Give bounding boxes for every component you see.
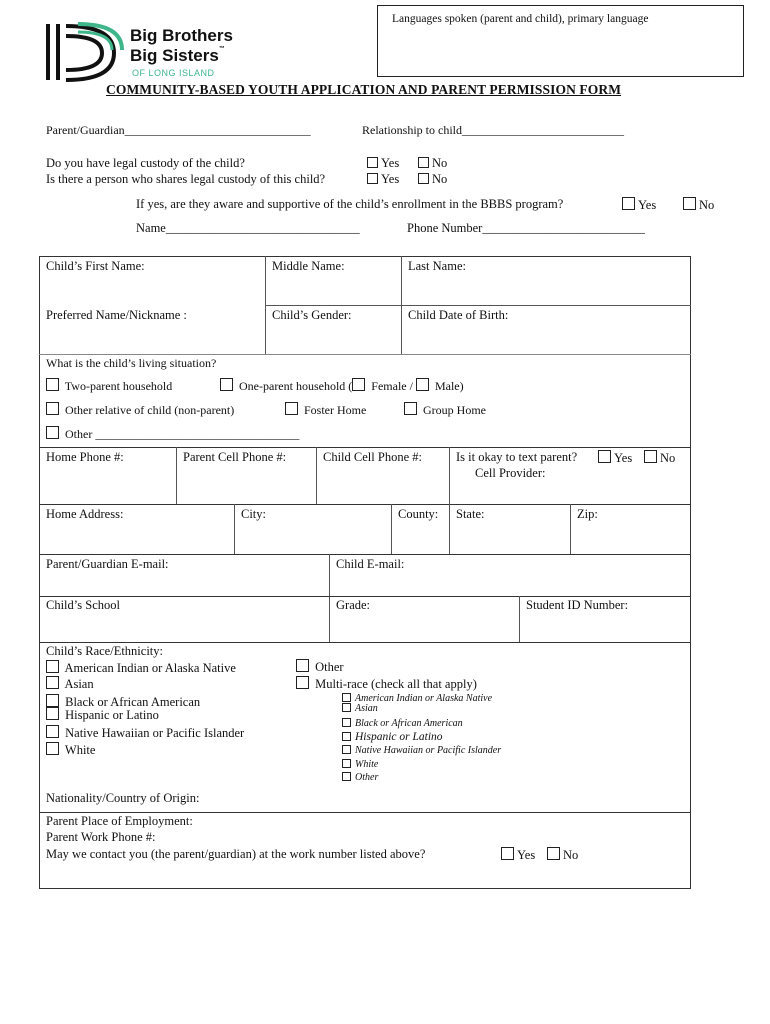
text-no-label: No	[660, 451, 676, 465]
living-other-label: Other __________________________________	[65, 427, 300, 441]
state-field[interactable]: State:	[456, 507, 485, 521]
checkbox-icon[interactable]	[367, 173, 378, 184]
middle-name-field[interactable]: Middle Name:	[272, 259, 345, 273]
checkbox-icon[interactable]	[598, 450, 611, 463]
race-option-hispanic[interactable]	[46, 707, 159, 723]
home-phone-field[interactable]: Home Phone #:	[46, 450, 124, 464]
grade-field[interactable]: Grade:	[336, 598, 371, 612]
child-cell-field[interactable]: Child Cell Phone #:	[323, 450, 422, 464]
shared-phone-field[interactable]: Phone Number__________________________	[407, 221, 645, 235]
checkbox-icon[interactable]	[296, 676, 309, 689]
logo-line2-text: Big Sisters	[130, 46, 219, 65]
last-name-field[interactable]: Last Name:	[408, 259, 466, 273]
gender-field[interactable]: Child’s Gender:	[272, 308, 352, 322]
shared-custody-question: Is there a person who shares legal custody of this child?	[46, 172, 326, 186]
checkbox-icon[interactable]	[342, 703, 351, 712]
multi-option-asian[interactable]	[342, 703, 378, 714]
shared-yes[interactable]	[367, 172, 399, 187]
multi-option-black[interactable]	[342, 718, 463, 729]
shared-no-label: No	[432, 172, 448, 186]
work-contact-no[interactable]	[547, 847, 578, 863]
checkbox-icon[interactable]	[46, 660, 59, 673]
living-other-option[interactable]	[46, 426, 299, 442]
race-option-multi[interactable]	[296, 676, 477, 692]
race-label: American Indian or Alaska Native	[64, 661, 236, 675]
work-contact-yes[interactable]	[501, 847, 535, 863]
multi-label: Native Hawaiian or Pacific Islander	[355, 745, 502, 756]
foster-option[interactable]	[285, 402, 366, 418]
one-parent-option[interactable]	[220, 378, 464, 394]
languages-box[interactable]	[377, 5, 744, 77]
text-yes-label: Yes	[614, 451, 633, 465]
group-option[interactable]	[404, 402, 486, 418]
parent-email-field[interactable]: Parent/Guardian E-mail:	[46, 557, 169, 571]
county-field[interactable]: County:	[398, 507, 439, 521]
race-label: Asian	[64, 677, 94, 691]
form-title: COMMUNITY-BASED YOUTH APPLICATION AND PARENT PERMISSION FORM	[106, 82, 622, 97]
checkbox-icon[interactable]	[46, 707, 59, 720]
checkbox-icon[interactable]	[342, 718, 351, 727]
checkbox-icon[interactable]	[342, 772, 351, 781]
checkbox-icon[interactable]	[296, 659, 309, 672]
multi-option-white[interactable]	[342, 759, 378, 770]
checkbox-icon[interactable]	[46, 426, 59, 439]
one-parent-label: One-parent household (	[239, 379, 353, 393]
custody-no-label: No	[432, 156, 448, 170]
race-option-american-indian[interactable]	[46, 660, 236, 676]
shared-name-field[interactable]: Name_______________________________	[136, 221, 360, 235]
group-label: Group Home	[423, 403, 486, 417]
custody-no[interactable]	[418, 156, 447, 171]
checkbox-icon[interactable]	[418, 157, 429, 168]
male-label: Male)	[434, 379, 464, 393]
checkbox-icon[interactable]	[644, 450, 657, 463]
multi-label: Hispanic or Latino	[355, 731, 443, 743]
text-yes[interactable]	[598, 450, 632, 466]
cell-provider-field[interactable]: Cell Provider:	[475, 466, 546, 480]
checkbox-icon[interactable]	[220, 378, 233, 391]
race-label: Hispanic or Latino	[65, 708, 159, 722]
checkbox-icon[interactable]	[342, 745, 351, 754]
checkbox-icon[interactable]	[416, 378, 429, 391]
first-name-field[interactable]: Child’s First Name:	[46, 259, 145, 273]
race-label: Black or African American	[65, 695, 201, 709]
two-parent-label: Two-parent household	[64, 379, 173, 393]
race-option-white[interactable]	[46, 742, 95, 758]
student-id-field[interactable]: Student ID Number:	[526, 598, 629, 612]
female-label: Female /	[371, 379, 413, 393]
employment-place-field[interactable]: Parent Place of Employment:	[46, 814, 193, 828]
text-question: Is it okay to text parent?	[456, 450, 578, 464]
two-parent-option[interactable]	[46, 378, 172, 394]
checkbox-icon[interactable]	[46, 725, 59, 738]
other-relative-option[interactable]	[46, 402, 234, 418]
logo-line3: OF LONG ISLAND	[132, 68, 215, 78]
aware-no-label: No	[699, 198, 715, 212]
parent-cell-field[interactable]: Parent Cell Phone #:	[183, 450, 287, 464]
checkbox-icon[interactable]	[46, 378, 59, 391]
parent-guardian-field[interactable]: Parent/Guardian_______________________________	[46, 123, 311, 137]
address-field[interactable]: Home Address:	[46, 507, 124, 521]
checkbox-icon[interactable]	[622, 197, 635, 210]
nationality-field[interactable]: Nationality/Country of Origin:	[46, 791, 200, 805]
city-field[interactable]: City:	[241, 507, 267, 521]
work-phone-field[interactable]: Parent Work Phone #:	[46, 830, 156, 844]
logo	[44, 20, 274, 82]
checkbox-icon[interactable]	[352, 378, 365, 391]
multi-option-hispanic[interactable]	[342, 731, 443, 743]
custody-yes[interactable]	[367, 156, 399, 171]
work-no-label: No	[563, 848, 579, 862]
checkbox-icon[interactable]	[367, 157, 378, 168]
checkbox-icon[interactable]	[285, 402, 298, 415]
relationship-field[interactable]: Relationship to child___________________________	[362, 123, 624, 137]
race-label: White	[64, 743, 96, 757]
living-question: What is the child’s living situation?	[46, 356, 217, 370]
race-heading: Child’s Race/Ethnicity:	[46, 644, 163, 658]
multi-label: Asian	[355, 703, 378, 714]
race-label: Native Hawaiian or Pacific Islander	[65, 726, 245, 740]
multi-option-other[interactable]	[342, 772, 378, 783]
checkbox-icon[interactable]	[342, 759, 351, 768]
school-field[interactable]: Child’s School	[46, 598, 120, 612]
checkbox-icon[interactable]	[342, 693, 351, 702]
logo-line2	[130, 46, 225, 66]
checkbox-icon[interactable]	[501, 847, 514, 860]
checkbox-icon[interactable]	[547, 847, 560, 860]
child-email-field[interactable]: Child E-mail:	[336, 557, 405, 571]
custody-question: Do you have legal custody of the child?	[46, 156, 245, 170]
aware-no[interactable]	[683, 197, 714, 213]
shared-yes-label: Yes	[381, 172, 400, 186]
logo-tm: ™	[218, 46, 225, 52]
race-option-pacific[interactable]	[46, 725, 244, 741]
multi-label: Black or African American	[355, 718, 463, 729]
work-yes-label: Yes	[517, 848, 536, 862]
shared-no[interactable]	[418, 172, 447, 187]
nickname-field[interactable]: Preferred Name/Nickname :	[46, 308, 187, 322]
zip-field[interactable]: Zip:	[577, 507, 598, 521]
aware-yes[interactable]	[622, 197, 656, 213]
race-option-asian[interactable]	[46, 676, 94, 692]
race-other-label: Other	[315, 660, 344, 674]
multi-label: White	[355, 759, 379, 770]
text-no[interactable]	[644, 450, 675, 466]
languages-label: Languages spoken (parent and child), primary language	[392, 13, 649, 25]
checkbox-icon[interactable]	[46, 694, 59, 707]
multi-option-pacific[interactable]	[342, 745, 501, 756]
logo-line1: Big Brothers	[130, 26, 233, 45]
multi-label: American Indian or Alaska Native	[355, 693, 493, 704]
bbbs-logo-mark-icon	[44, 20, 124, 82]
checkbox-icon[interactable]	[342, 732, 351, 741]
multi-label: Other	[355, 772, 379, 783]
aware-question: If yes, are they aware and supportive of the child’s enrollment in the BBBS program?	[136, 197, 564, 211]
foster-label: Foster Home	[304, 403, 367, 417]
race-option-other[interactable]	[296, 659, 344, 675]
aware-yes-label: Yes	[638, 198, 657, 212]
checkbox-icon[interactable]	[683, 197, 696, 210]
other-relative-label: Other relative of child (non-parent)	[65, 403, 235, 417]
dob-field[interactable]: Child Date of Birth:	[408, 308, 509, 322]
checkbox-icon[interactable]	[46, 742, 59, 755]
custody-yes-label: Yes	[381, 156, 400, 170]
race-multi-label: Multi-race (check all that apply)	[315, 677, 477, 691]
checkbox-icon[interactable]	[418, 173, 429, 184]
checkbox-icon[interactable]	[404, 402, 417, 415]
checkbox-icon[interactable]	[46, 676, 59, 689]
checkbox-icon[interactable]	[46, 402, 59, 415]
work-contact-question: May we contact you (the parent/guardian) at the work number listed above?	[46, 847, 426, 861]
